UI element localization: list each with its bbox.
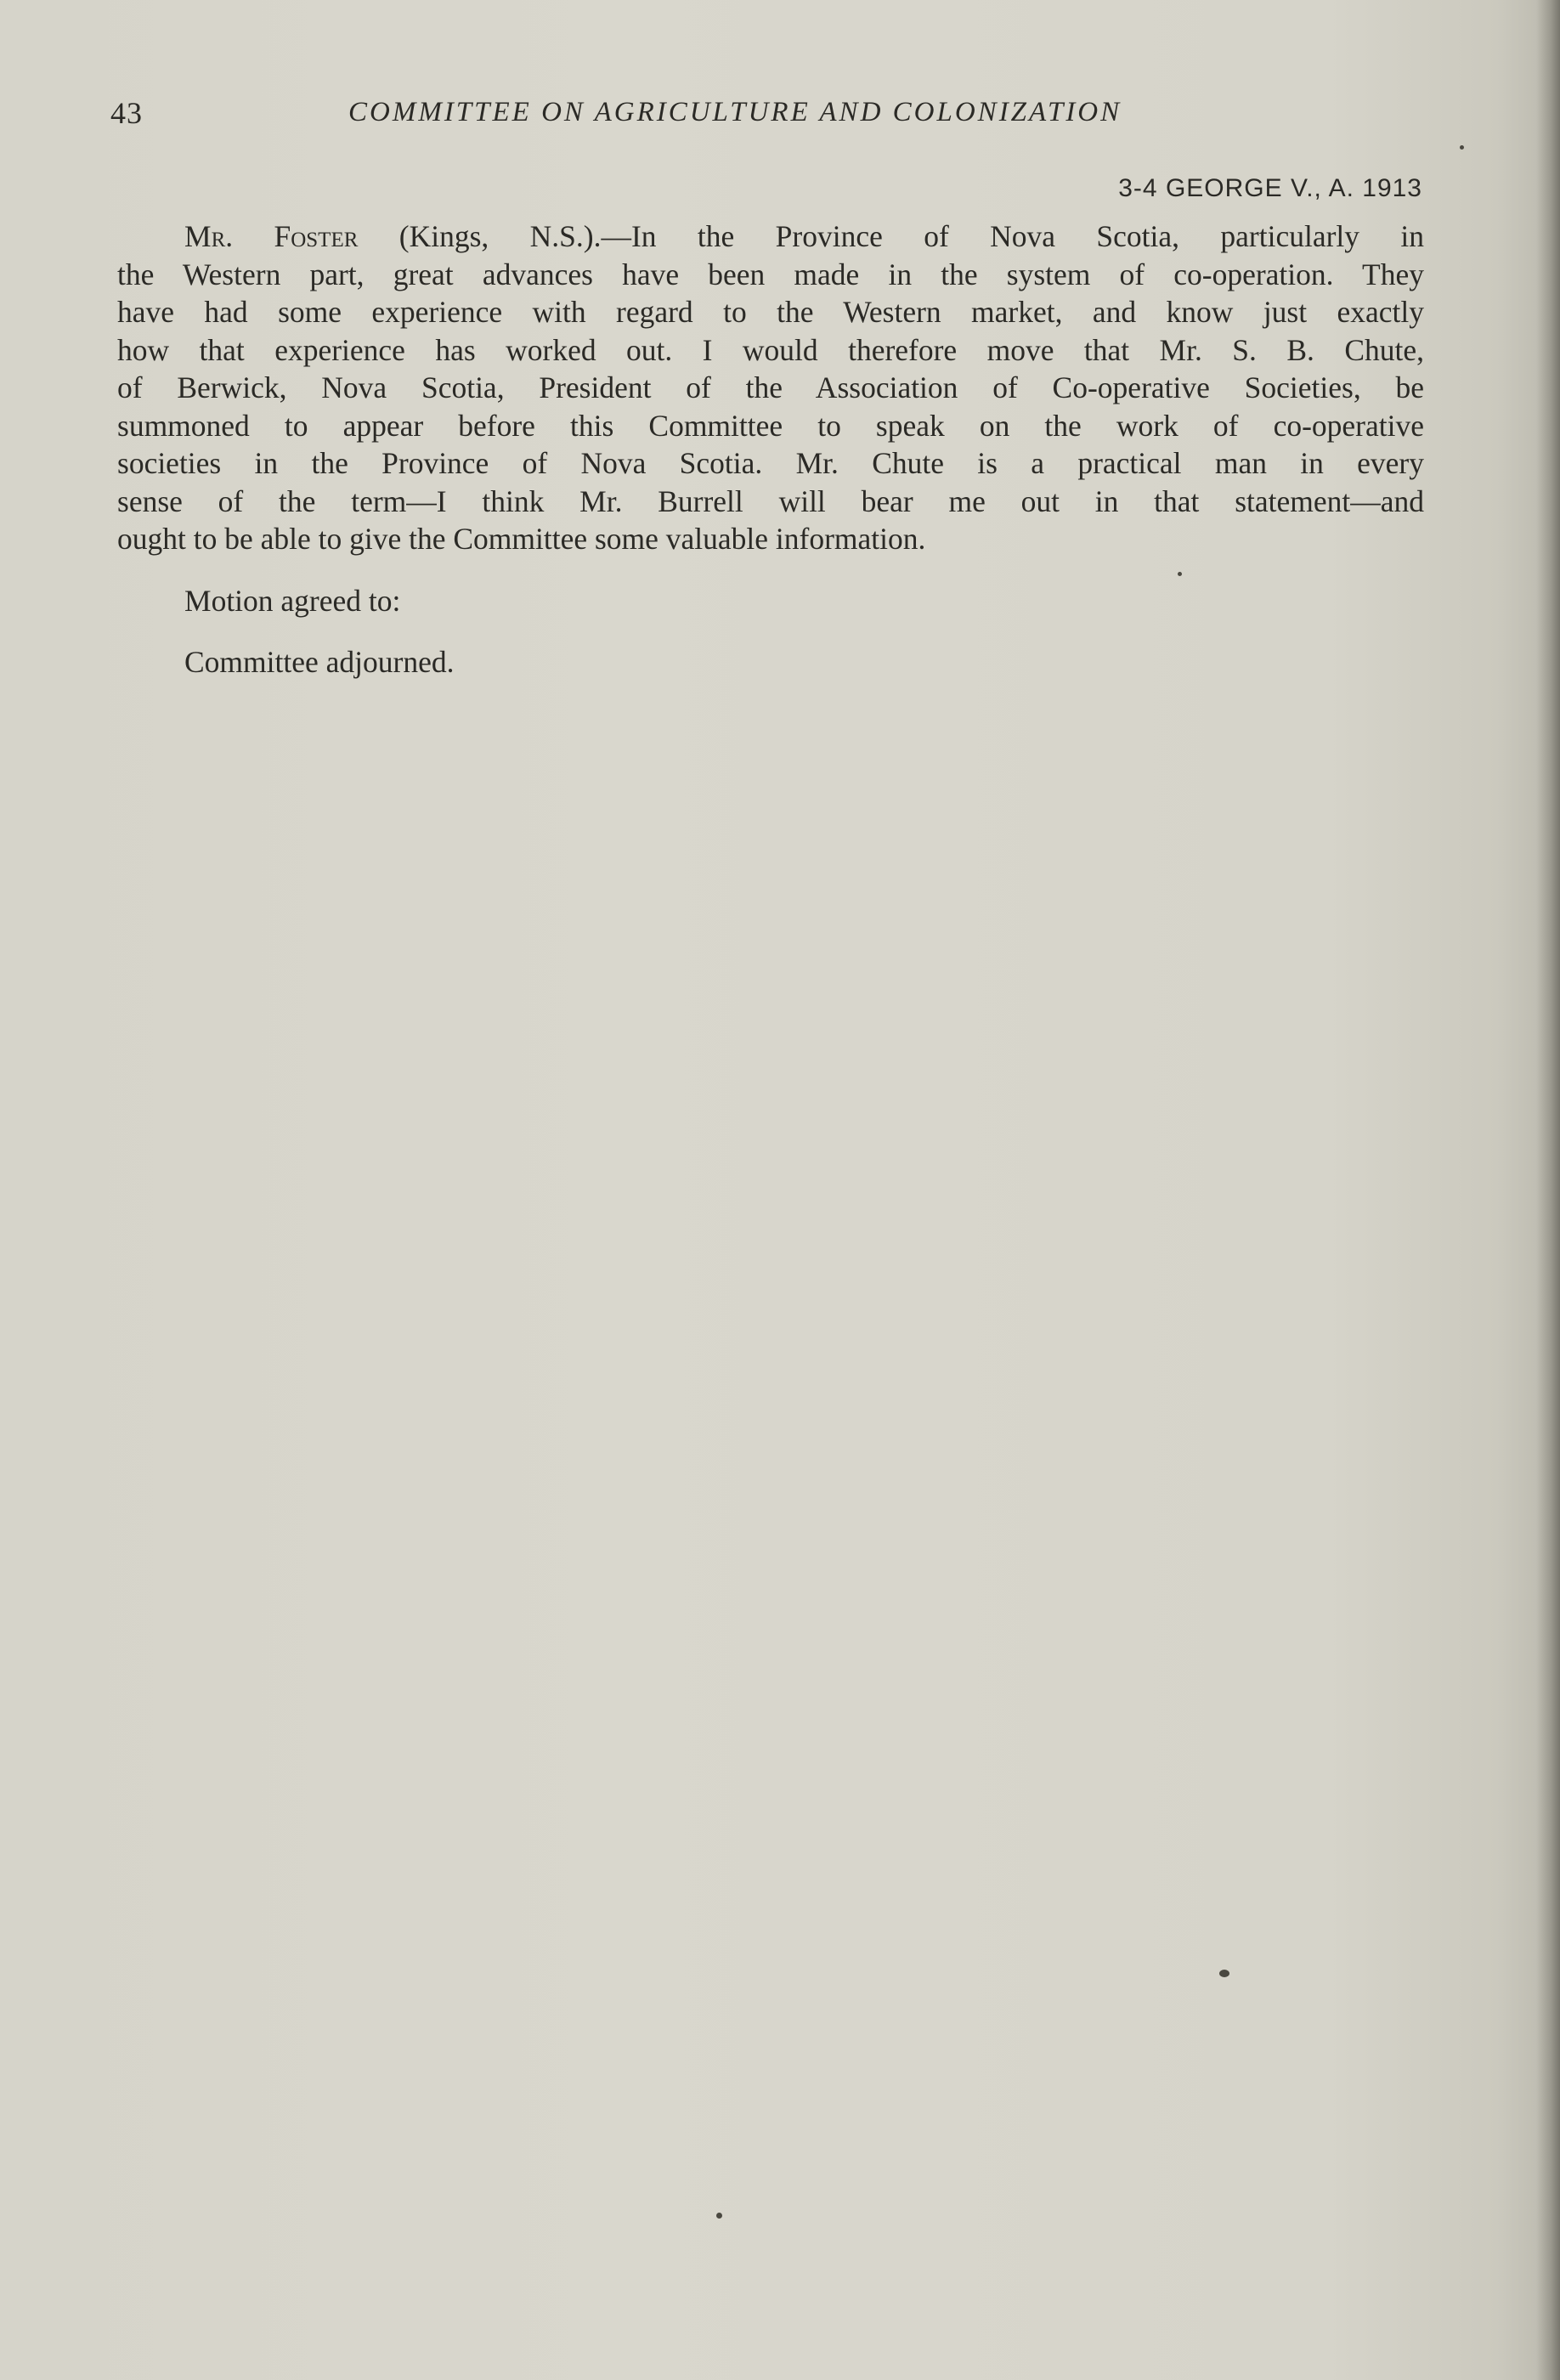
body-line: how that experience has worked out. I would therefore move that Mr. S. B. Chute,	[117, 332, 1424, 367]
body-line: of Berwick, Nova Scotia, President of the Association of Co-operative Societies, be	[117, 370, 1424, 404]
page-number: 43	[110, 96, 143, 130]
body-line: have had some experience with regard to the Western market, and know just exactly	[117, 295, 1424, 329]
page-edge-shadow	[1536, 0, 1560, 2380]
speaker-name: Mr. Foster	[184, 219, 359, 253]
motion-text: Motion agreed to:	[184, 584, 401, 618]
paper-speck	[1178, 572, 1182, 576]
paper-speck	[1460, 145, 1464, 150]
body-line: summoned to appear before this Committee to speak on the work of co-operative	[117, 408, 1424, 443]
running-head: COMMITTEE ON AGRICULTURE AND COLONIZATION	[348, 97, 1122, 127]
body-paragraph	[117, 218, 1424, 558]
body-line: societies in the Province of Nova Scotia. Mr. Chute is a practical man in every	[117, 446, 1424, 480]
adjourned-text: Committee adjourned.	[184, 645, 455, 679]
body-line: the Western part, great advances have been made in the system of co-operation. They	[117, 257, 1424, 291]
body-line: Mr. Foster (Kings, N.S.).—In the Province of Nova Scotia, particularly in	[184, 219, 1424, 253]
session-label: 3-4 GEORGE V., A. 1913	[1118, 174, 1422, 202]
body-line: sense of the term—I think Mr. Burrell will bear me out in that statement—and	[117, 483, 1424, 518]
body-line: ought to be able to give the Committee some valuable information.	[117, 522, 926, 556]
paper-speck	[1219, 1970, 1229, 1977]
paper-speck	[716, 2213, 722, 2219]
